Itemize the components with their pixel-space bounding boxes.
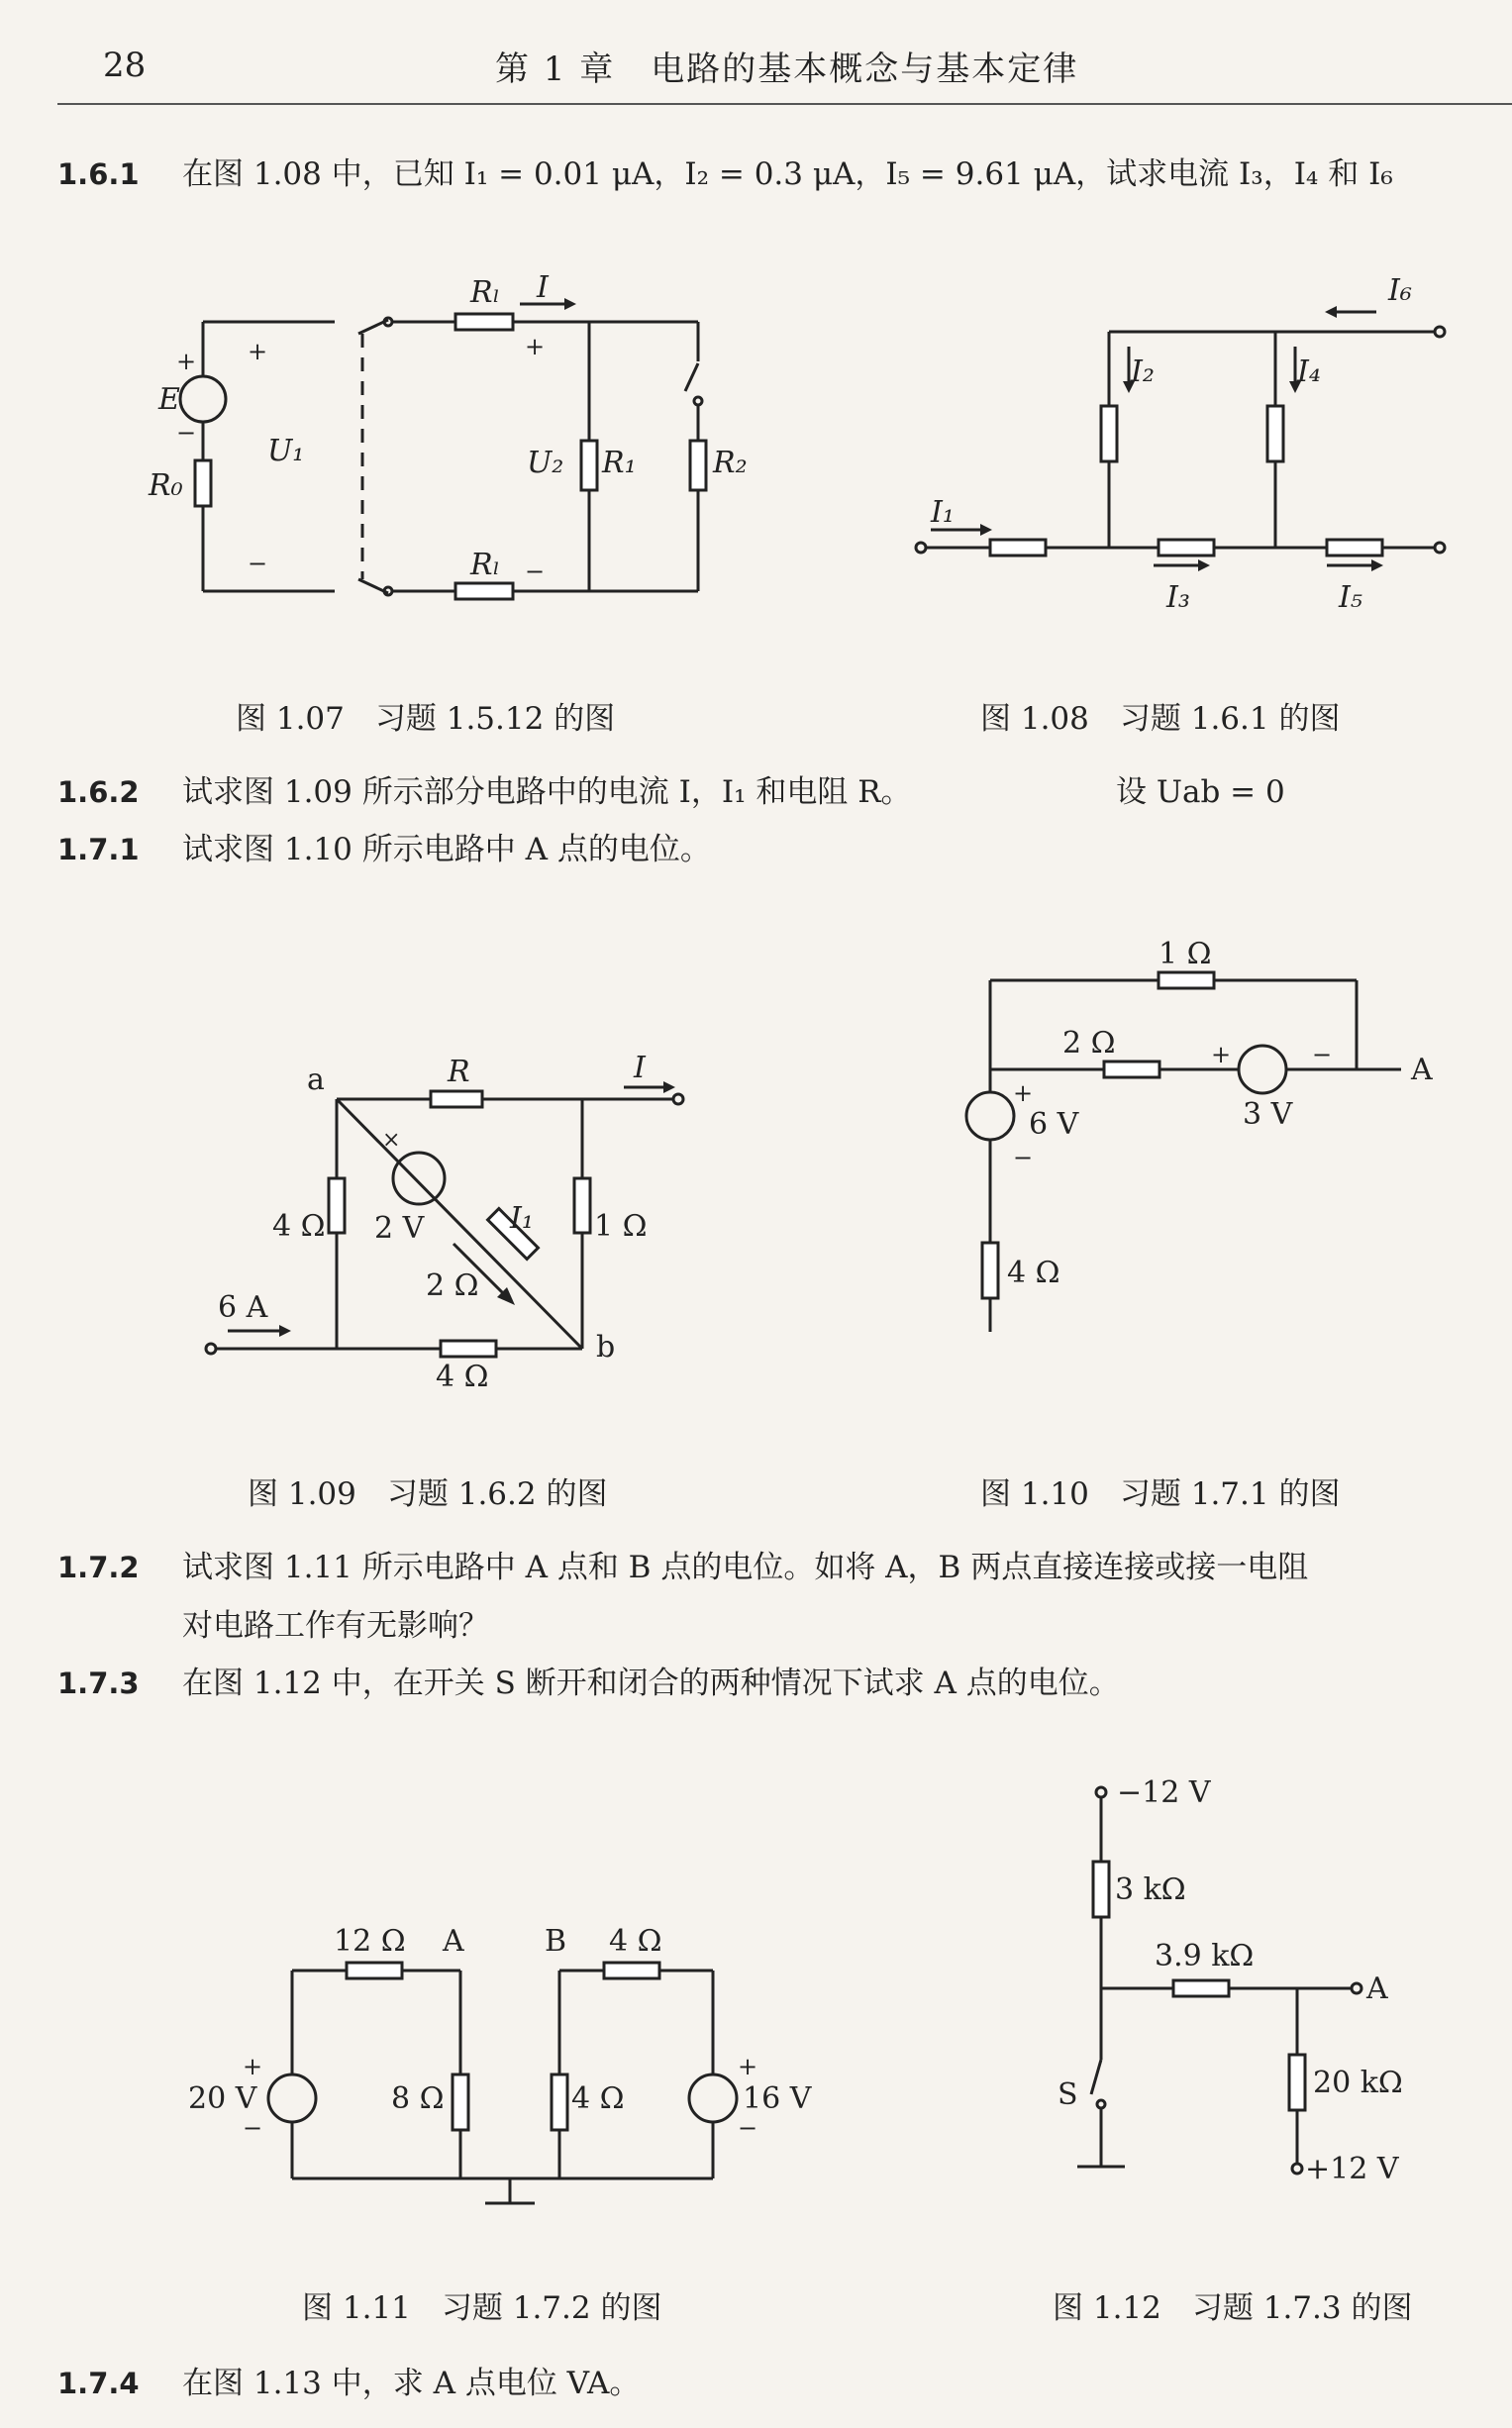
label-I1: I₁ bbox=[931, 495, 955, 530]
problem-text: 在图 1.08 中，已知 I₁ = 0.01 μA，I₂ = 0.3 μA，I₅ = 9.61 μA，试求电流 I₃，I₄ 和 I₆ bbox=[182, 156, 1393, 192]
label-I5: I₅ bbox=[1339, 580, 1362, 615]
label-I4: I₄ bbox=[1297, 354, 1321, 389]
problem-text: 试求图 1.10 所示电路中 A 点的电位。 bbox=[182, 832, 711, 867]
problem-number: 1.6.1 bbox=[57, 157, 140, 191]
figure-1-10 bbox=[936, 926, 1451, 1352]
label-I6: I₆ bbox=[1388, 273, 1412, 308]
caption-1-09: 图 1.09 习题 1.6.2 的图 bbox=[248, 1476, 608, 1512]
label-S: S bbox=[1058, 2077, 1078, 2112]
problem-number: 1.7.2 bbox=[57, 1551, 140, 1584]
label-U2-minus: − bbox=[525, 557, 546, 585]
figure-1-08 bbox=[901, 262, 1456, 634]
label-B: B bbox=[545, 1924, 567, 1959]
label-6V: 6 V bbox=[1029, 1107, 1079, 1142]
label-3V-minus: − bbox=[1312, 1041, 1333, 1068]
label-U2-plus: + bbox=[525, 333, 546, 360]
label-A: A bbox=[443, 1924, 464, 1959]
header-rule bbox=[57, 103, 1512, 105]
problem-number: 1.7.4 bbox=[57, 2367, 140, 2400]
label-6A: 6 A bbox=[218, 1290, 268, 1325]
label-20V-minus: − bbox=[243, 2114, 263, 2142]
label-plus12V: +12 V bbox=[1305, 2152, 1399, 2186]
label-4ohm-mid: 4 Ω bbox=[571, 2081, 625, 2116]
label-Rl-top: Rₗ bbox=[470, 275, 500, 310]
problem-text: 在图 1.13 中，求 A 点电位 VA。 bbox=[182, 2366, 641, 2401]
label-R0: R₀ bbox=[149, 468, 183, 503]
label-4ohm: 4 Ω bbox=[1007, 1256, 1060, 1290]
label-R: R bbox=[448, 1055, 470, 1089]
label-2ohm: 2 Ω bbox=[1062, 1026, 1116, 1061]
caption-1-10: 图 1.10 习题 1.7.1 的图 bbox=[980, 1476, 1341, 1512]
figure-1-09 bbox=[188, 1050, 703, 1394]
label-2ohm: 2 Ω bbox=[426, 1268, 479, 1303]
problem-1-7-4 bbox=[57, 2362, 640, 2405]
label-I3: I₃ bbox=[1166, 580, 1190, 615]
problem-1-7-2-cont: 对电路工作有无影响？ bbox=[182, 1608, 489, 1644]
problem-1-7-2 bbox=[57, 1546, 1308, 1589]
caption-1-11: 图 1.11 习题 1.7.2 的图 bbox=[302, 2290, 662, 2326]
problem-1-7-3 bbox=[57, 1662, 1120, 1705]
label-I2: I₂ bbox=[1131, 354, 1155, 389]
label-20kohm: 20 kΩ bbox=[1313, 2066, 1403, 2100]
figure-1-11 bbox=[183, 1916, 827, 2213]
label-20V: 20 V bbox=[188, 2081, 257, 2116]
label-8ohm: 8 Ω bbox=[391, 2081, 445, 2116]
label-6V-minus: − bbox=[1013, 1144, 1034, 1171]
label-3-9kohm: 3.9 kΩ bbox=[1155, 1939, 1255, 1973]
label-4ohm-left: 4 Ω bbox=[272, 1209, 326, 1244]
label-2V: 2 V bbox=[374, 1211, 425, 1246]
problem-1-6-1 bbox=[57, 152, 1393, 196]
label-16V-minus: − bbox=[738, 2114, 758, 2142]
problem-1-7-1 bbox=[57, 828, 711, 871]
caption-1-12: 图 1.12 习题 1.7.3 的图 bbox=[1053, 2290, 1413, 2326]
problem-1-6-2-note: 设 Uab = 0 bbox=[1116, 774, 1285, 810]
label-a: a bbox=[307, 1062, 325, 1097]
label-U1-minus: − bbox=[248, 550, 268, 577]
label-U2: U₂ bbox=[527, 446, 564, 480]
label-R1: R₁ bbox=[602, 446, 637, 480]
label-A: A bbox=[1411, 1053, 1433, 1087]
problem-text: 在图 1.12 中，在开关 S 断开和闭合的两种情况下试求 A 点的电位。 bbox=[182, 1666, 1120, 1701]
label-b: b bbox=[596, 1330, 616, 1365]
label-20V-plus: + bbox=[243, 2053, 263, 2080]
label-U1-plus: + bbox=[248, 338, 268, 365]
label-3kohm: 3 kΩ bbox=[1115, 1872, 1186, 1907]
label-1ohm: 1 Ω bbox=[1159, 937, 1212, 971]
label-3V: 3 V bbox=[1243, 1097, 1293, 1132]
label-16V: 16 V bbox=[743, 2081, 812, 2116]
problem-number: 1.7.3 bbox=[57, 1667, 140, 1700]
label-A: A bbox=[1366, 1972, 1388, 2006]
page-number: 28 bbox=[103, 46, 147, 85]
figure-1-07 bbox=[129, 253, 748, 609]
label-E: E bbox=[158, 382, 180, 417]
figure-1-12 bbox=[1050, 1763, 1465, 2208]
caption-1-07: 图 1.07 习题 1.5.12 的图 bbox=[236, 701, 616, 737]
problem-1-6-2 bbox=[57, 770, 912, 814]
label-R2: R₂ bbox=[713, 446, 748, 480]
label-minus12V: −12 V bbox=[1117, 1775, 1211, 1810]
problem-text: 试求图 1.11 所示电路中 A 点和 B 点的电位。如将 A，B 两点直接连接或接一电阻 bbox=[182, 1550, 1309, 1585]
label-I: I bbox=[634, 1051, 646, 1085]
label-1ohm: 1 Ω bbox=[594, 1209, 648, 1244]
caption-1-08: 图 1.08 习题 1.6.1 的图 bbox=[980, 701, 1341, 737]
label-I1: I₁ bbox=[510, 1201, 534, 1236]
label-4ohm-top: 4 Ω bbox=[609, 1924, 662, 1959]
label-plus: + bbox=[176, 348, 197, 375]
problem-text: 试求图 1.09 所示部分电路中的电流 I，I₁ 和电阻 R。 bbox=[182, 774, 912, 810]
problem-number: 1.6.2 bbox=[57, 775, 140, 809]
label-x: × bbox=[382, 1128, 401, 1153]
problem-number: 1.7.1 bbox=[57, 833, 140, 866]
label-I: I bbox=[537, 270, 549, 305]
label-Rl-bot: Rₗ bbox=[470, 548, 500, 582]
chapter-title: 第 1 章 电路的基本概念与基本定律 bbox=[495, 50, 1079, 89]
label-4ohm-bottom: 4 Ω bbox=[436, 1360, 489, 1394]
label-6V-plus: + bbox=[1013, 1079, 1034, 1107]
label-16V-plus: + bbox=[738, 2053, 758, 2080]
label-U1: U₁ bbox=[267, 434, 305, 468]
label-minus: − bbox=[176, 419, 197, 447]
label-12ohm: 12 Ω bbox=[334, 1924, 406, 1959]
label-3V-plus: + bbox=[1211, 1041, 1232, 1068]
